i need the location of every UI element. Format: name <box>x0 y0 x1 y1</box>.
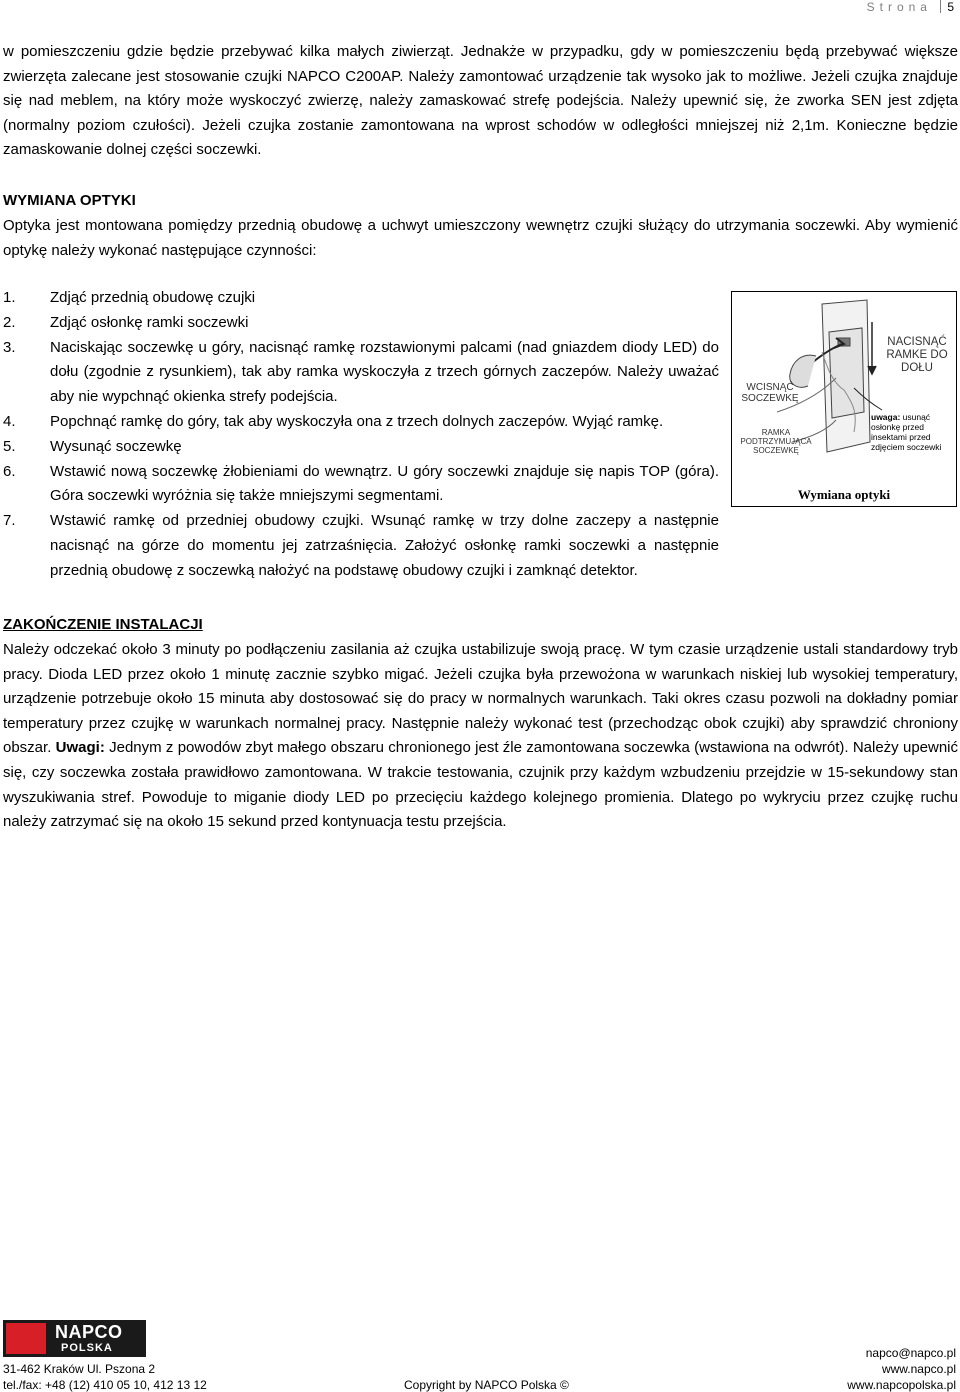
label-insert-lens: WCISNĄĆ SOCZEWKĘ <box>741 382 799 404</box>
header-divider <box>940 0 941 13</box>
footer-copyright: Copyright by NAPCO Polska © <box>404 1378 569 1392</box>
figure-note: uwaga: usunąć osłonkę przed insektami przed zdjęciem soczewki <box>871 412 942 452</box>
napco-logo-mark <box>6 1323 46 1354</box>
intro-paragraph: w pomieszczeniu gdzie będzie przebywać kilka małych ziwierząt. Jednakże w przypadku, gdy w pomieszczeniu będą przebywać większe zwierzęta zalecane jest stosowanie czujki NAPCO C200AP. Należy zamontować urządzenie tak wysoko jak to możliwe. Jeżeli czujka znajduje się nad meblem, na który może wyskoczyć zwierzę, należy zamaskować strefę podejścia. Należy upewnić się, że zworka SEN jest zdjęta (normalny poziom czułości). Jeżeli czujka zostanie zamontowana na wprost schodów w odległości mniejszej niż 2,1m. Konieczne będzie zamaskowanie dolnej części soczewki. <box>3 43 958 159</box>
step-item: 7. Wstawić ramkę od przedniej obudowy czujki. Wsunąć ramkę w trzy dolne zaczepy a następnie nacisnąć na górze do momentu jej zatrzaśnięcia. Założyć osłonkę ramki soczewki a następnie przednią obudowę z soczewką nałożyć na podstawę obudowy czujki i zamknąć detektor. <box>3 512 719 579</box>
completion-paragraph: Należy odczekać około 3 minuty po podłączeniu zasilania aż czujka ustabilizuje swoją pracę. W tym czasie urządzenie ustali standardowy tryb pracy. Dioda LED przez około 1 minutę zacznie szybko migać. Jeżeli czujka była przewożona w warunkach niskiej lub wysokiej temperatury, urządzenie potrzebuje około 15 minuta aby dostosować się do pracy w normalnych warunkach. Taki okres czasu pozwoli na dokładny pomiar temperatury przez czujkę w warunkach normalnej pracy. Następnie należy wykonać test (przechodząc obok czujki) aby sprawdzić chroniony obszar. Uwagi: Jednym z powodów zbyt małego obszaru chronionego jest źle zamontowana soczewka (wstawiona na odwrót). Należy upewnić się, czy soczewka została prawidłowo zamontowana. W trakcie testowania, czujnik przy każdym wzbudzeniu przejdzie w 15-sekundowy stan wyszukiwania stref. Powoduje to miganie diody LED po przecięciu każdego kolejnego promienia. Dlatego po wykryciu przez czujkę ruchu należy zatrzymać się na około 15 sekund przed kontynuacja testu przejścia. <box>3 641 959 831</box>
completion-heading: ZAKOŃCZENIE INSTALACJI <box>3 616 203 633</box>
note-label: Uwagi: <box>55 739 105 757</box>
optics-figure <box>731 291 957 507</box>
footer-email: napco@napco.pl <box>865 1346 956 1360</box>
footer-website-pl: www.napcopolska.pl <box>847 1378 956 1392</box>
optics-steps <box>3 286 719 584</box>
footer-website: www.napco.pl <box>881 1362 956 1376</box>
figure-caption: Wymiana optyki <box>797 487 891 502</box>
label-frame: RAMKA PODTRZYMUJĄCA SOCZEWKĘ <box>740 428 812 455</box>
step-item: 2. Zdjąć osłonkę ramki soczewki <box>3 313 249 331</box>
footer-address: 31-462 Kraków Ul. Pszona 2 <box>3 1362 156 1376</box>
step-item: 5. Wysunąć soczewkę <box>3 437 182 455</box>
step-item: 4. Popchnąć ramkę do góry, tak aby wyskoczyła ona z trzech dolnych zaczepów. Wyjąć ramkę. <box>3 412 664 430</box>
step-item: 1. Zdjąć przednią obudowę czujki <box>3 289 256 306</box>
optics-intro: Optyka jest montowana pomiędzy przednią obudowę a uchwyt umieszczony wewnętrz czujki służący do utrzymania soczewki. Aby wymienić optykę należy wykonać następujące czynności: <box>3 217 958 259</box>
page-header <box>867 0 954 14</box>
napco-logo: NAPCO POLSKA <box>3 1320 146 1357</box>
label-press-frame: NACISNĄĆ RAMKE DO DOŁU <box>886 336 948 374</box>
page-label: Strona <box>866 0 932 14</box>
page-number: 5 <box>947 0 954 14</box>
step-item: 6. Wstawić nową soczewkę żłobieniami do wewnątrz. U góry soczewki znajduje się napis TOP (góra). Góra soczewki wyróżnia się także mniejszymi segmentami. <box>3 462 719 505</box>
footer-phone: tel./fax: +48 (12) 410 05 10, 412 13 12 <box>3 1378 207 1392</box>
optics-heading: WYMIANA OPTYKI <box>3 192 136 209</box>
step-item: 3. Naciskając soczewkę u góry, nacisnąć ramkę rozstawionymi palcami (nad gniazdem diody LED) do dołu (zgodnie z rysunkiem), tak aby ramka wyskoczyła z trzech górnych zaczepów. Należy uważać aby nie wypchnąć okienka strefy podejścia. <box>3 338 719 406</box>
